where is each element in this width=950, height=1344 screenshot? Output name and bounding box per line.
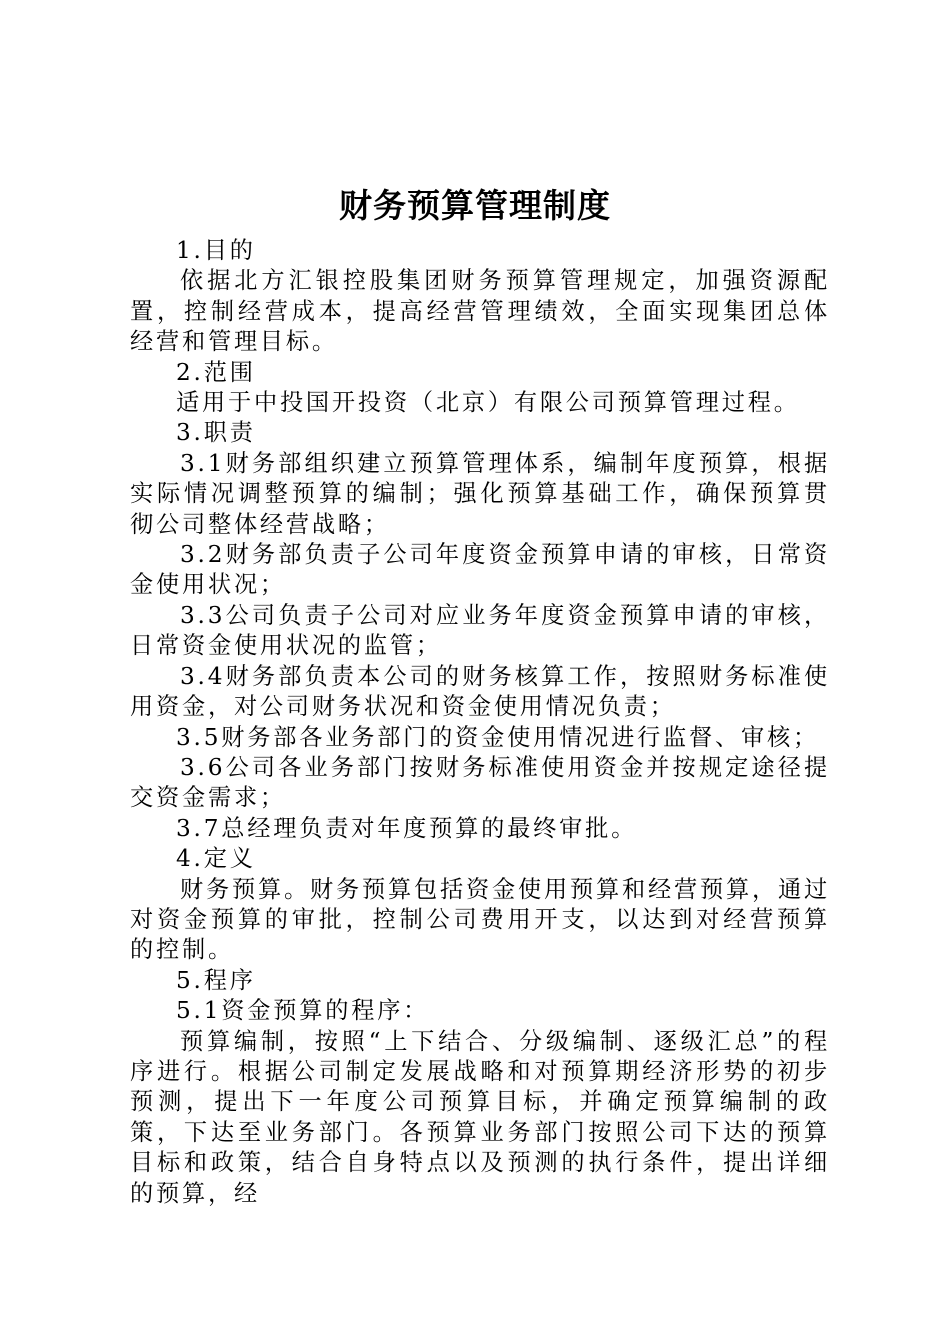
paragraph: 3.2财务部负责子公司年度资金预算申请的审核，日常资金使用状况； — [130, 541, 830, 599]
paragraph: 3.3公司负责子公司对应业务年度资金预算申请的审核，日常资金使用状况的监管； — [130, 601, 830, 660]
paragraph: 适用于中投国开投资（北京）有限公司预算管理过程。 — [176, 389, 800, 417]
paragraph: 3.4财务部负责本公司的财务核算工作，按照财务标准使用资金，对公司财务状况和资金使用情况负责； — [130, 662, 830, 721]
document-body — [130, 236, 830, 1209]
section-heading-responsibility: 3.职责 — [176, 419, 256, 447]
paragraph: 依据北方汇银控股集团财务预算管理规定，加强资源配置，控制经营成本，提高经营管理绩效，全面实现集团总体经营和管理目标。 — [130, 267, 830, 356]
document-title: 财务预算管理制度 — [339, 186, 611, 225]
section-heading-purpose: 1.目的 — [176, 237, 256, 264]
paragraph: 3.5财务部各业务部门的资金使用情况进行监督、审核； — [176, 723, 819, 751]
paragraph: 3.7总经理负责对年度预算的最终审批。 — [176, 814, 638, 842]
paragraph: 预算编制，按照“上下结合、分级编制、逐级汇总”的程序进行。根据公司制定发展战略和对预算期经济形势的初步预测，提出下一年度公司预算目标，并确定预算编制的政策，下达至业务部门。各预算业务部门按照公司下达的预算目标和政策，结合自身特点以及预测的执行条件，提出详细的预算，经 — [130, 1027, 830, 1207]
paragraph: 财务预算。财务预算包括资金使用预算和经营预算，通过对资金预算的审批，控制公司费用开支，以达到对经营预算的控制。 — [130, 875, 830, 964]
section-heading-scope: 2.范围 — [176, 358, 256, 386]
subsection-heading: 5.1资金预算的程序： — [176, 997, 430, 1025]
section-heading-definition: 4.定义 — [176, 845, 256, 873]
paragraph: 3.6公司各业务部门按财务标准使用资金并按规定途径提交资金需求； — [130, 753, 830, 812]
section-heading-procedure: 5.程序 — [176, 966, 256, 994]
paragraph: 3.1财务部组织建立预算管理体系，编制年度预算，根据实际情况调整预算的编制；强化预算基础工作，确保预算贯彻公司整体经营战略； — [130, 449, 830, 538]
